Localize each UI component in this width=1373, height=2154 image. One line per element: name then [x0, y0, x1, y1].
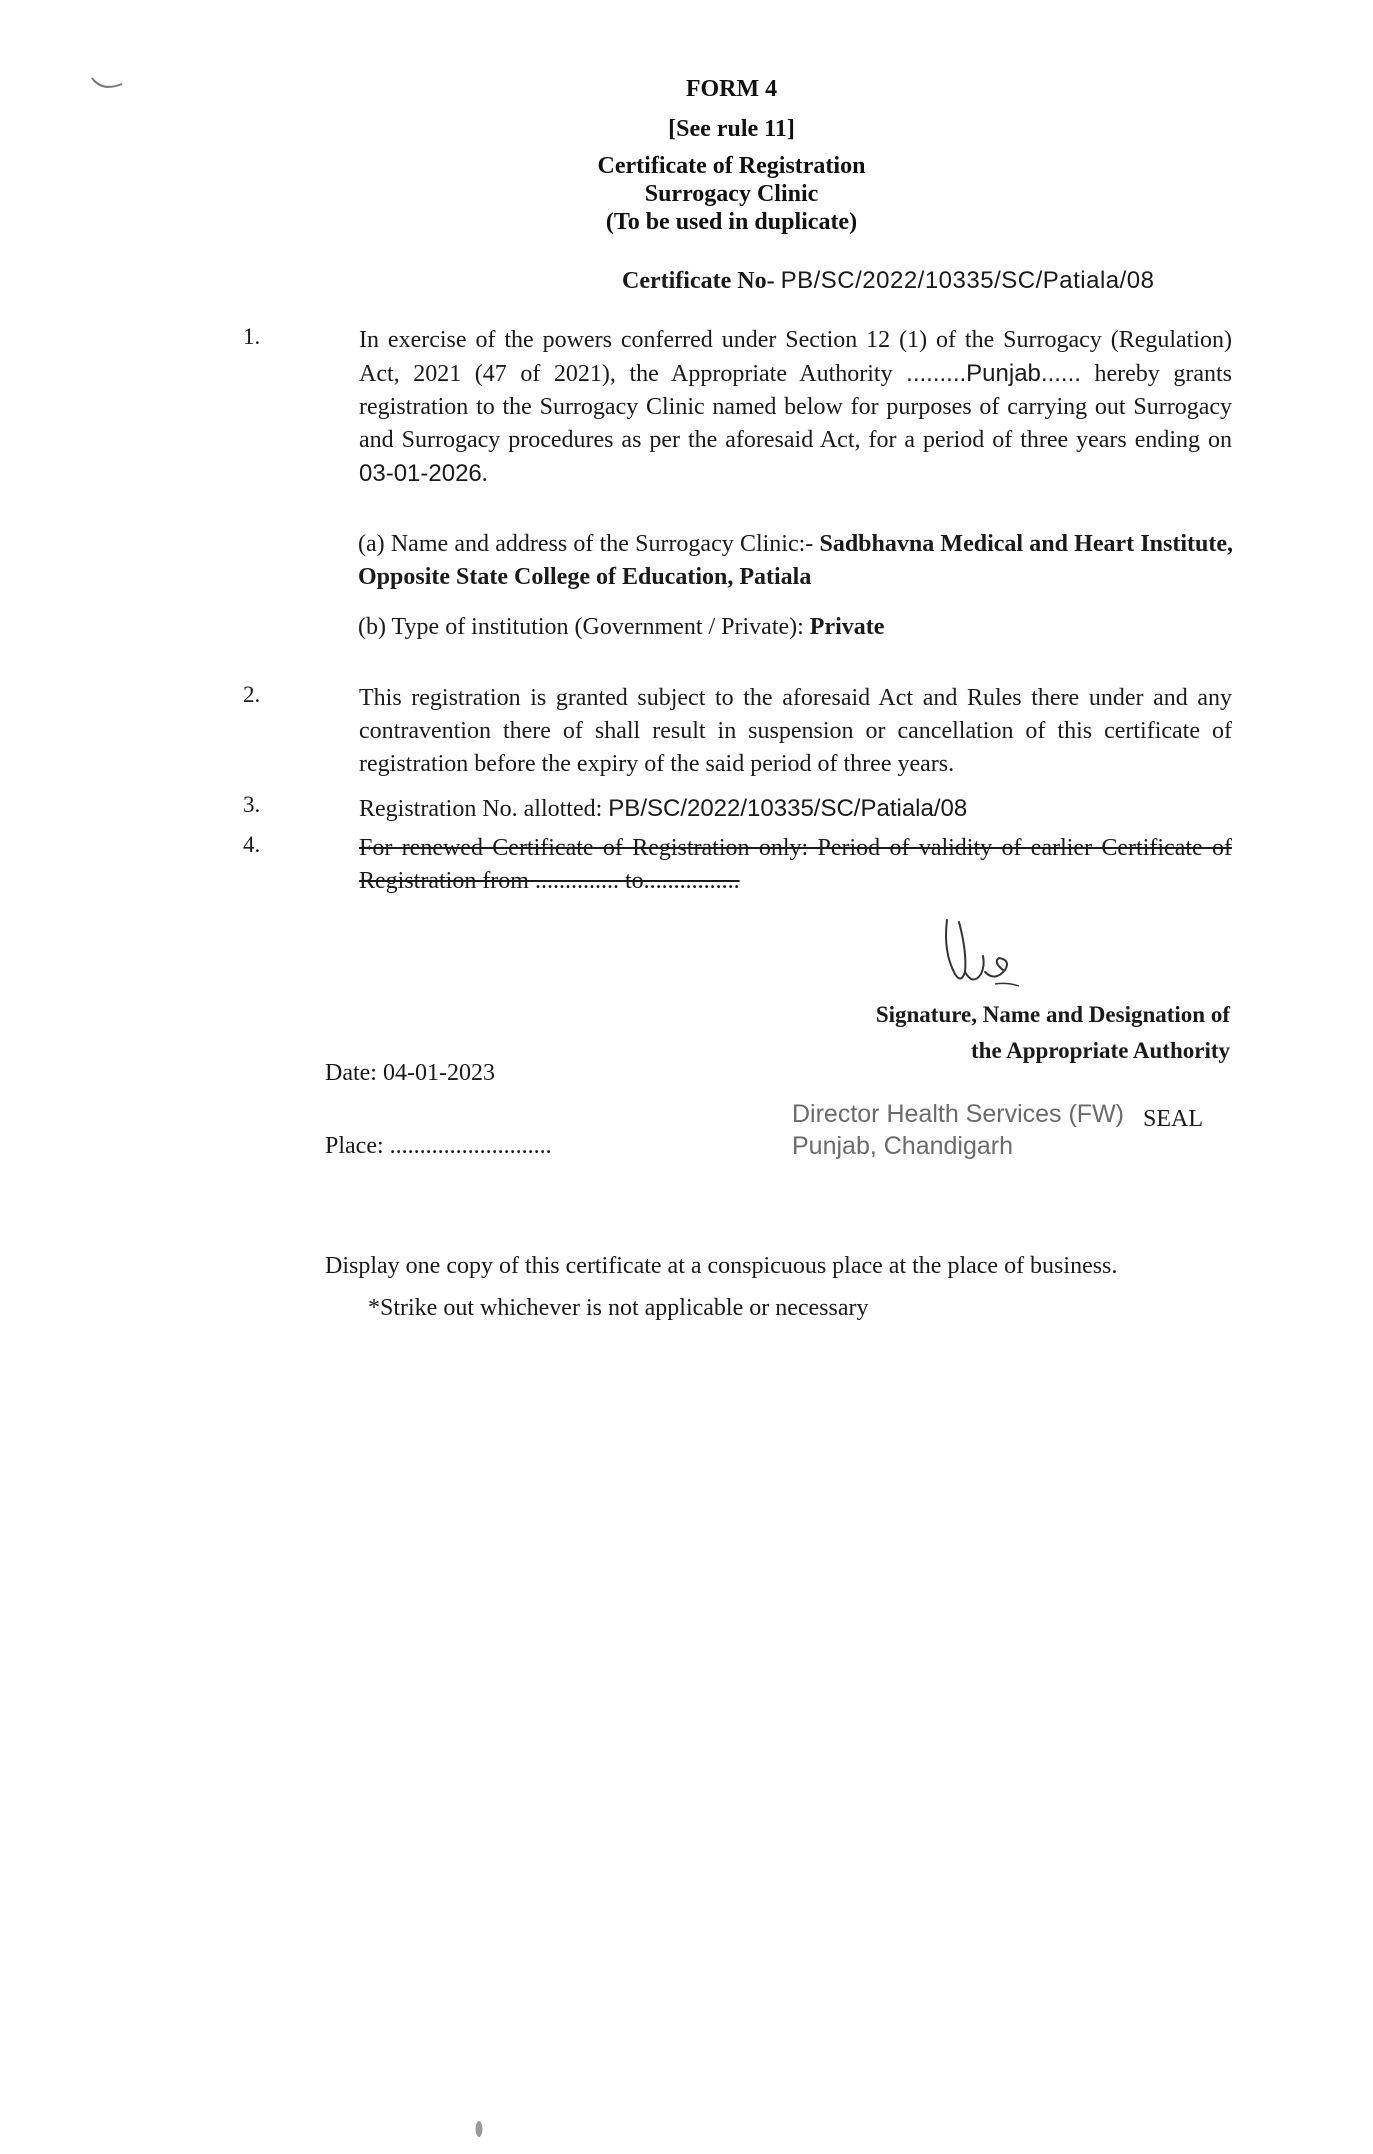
authority-name: .........Punjab...... [906, 360, 1081, 387]
signature-label-line-1: Signature, Name and Designation of [875, 1002, 1230, 1027]
registration-label: Registration No. allotted: [359, 796, 609, 822]
item-4-struck-text: For renewed Certificate of Registration only: Period of validity of earlier Certificate of Registration from .............. to................ [359, 835, 1232, 894]
validity-end-date: 03-01-2026 [359, 460, 482, 487]
item-1-number: 1. [243, 324, 261, 349]
issue-place: Place: ........................... [325, 1133, 552, 1159]
item-3-number: 3. [243, 792, 261, 817]
registration-number [359, 792, 1232, 826]
item-4-number: 4. [243, 832, 261, 857]
institution-type [358, 611, 1231, 644]
issue-date: Date: 04-01-2023 [325, 1060, 495, 1086]
item-1-end: . [481, 461, 488, 487]
handwritten-signature [935, 912, 1025, 992]
rule-reference: [See rule 11] [668, 116, 795, 142]
heading-line-3: (To be used in duplicate) [605, 209, 858, 235]
certificate-number: PB/SC/2022/10335/SC/Patiala/08 [780, 267, 1155, 294]
display-instruction: Display one copy of this certificate at a conspicuous place at the place of business. [325, 1253, 1118, 1279]
heading-line-2: Surrogacy Clinic [644, 181, 819, 207]
strike-out-note: *Strike out whichever is not applicable or necessary [368, 1295, 869, 1321]
certificate-heading [45, 152, 1373, 236]
certificate-number-line [622, 267, 1155, 295]
clinic-value: Sadbhavna Medical and Heart Institute, Opposite State College of Education, Patiala [358, 531, 1233, 590]
seal-label: SEAL [1143, 1106, 1203, 1132]
institution-value: Private [809, 614, 885, 640]
form-title: FORM 4 [685, 76, 778, 102]
item-1-text-a: In exercise of the powers conferred under Section 12 (1) of the Surrogacy (Regulation) Act, 2021 (47 of 2021), the Appropriate Authority [359, 327, 1232, 387]
clinic-name-address [358, 528, 1233, 594]
institution-label: (b) Type of institution (Government / Private): [358, 614, 810, 640]
item-1-text [359, 324, 1232, 491]
item-1-text-b: hereby grants registration to the Surrogacy Clinic named below for purposes of carrying out Surrogacy and Surrogacy procedures as per the aforesaid Act, for a period of three years ending on [359, 361, 1232, 453]
clinic-label: (a) Name and address of the Surrogacy Clinic:- [358, 531, 820, 557]
certificate-number-label: Certificate No- [622, 268, 775, 294]
scan-mark-bottom [472, 2118, 486, 2140]
signature-label-line-2: the Appropriate Authority [971, 1038, 1230, 1063]
authority-stamp [792, 1098, 1124, 1162]
item-2-text: This registration is granted subject to the aforesaid Act and Rules there under and any contravention there of shall result in suspension or cancellation of this certificate of registration before the expiry of the said period of three years. [359, 685, 1232, 777]
heading-line-1: Certificate of Registration [597, 153, 866, 179]
signature-designation-label [790, 997, 1230, 1069]
registration-value: PB/SC/2022/10335/SC/Patiala/08 [608, 795, 968, 822]
stamp-line-1: Director Health Services (FW) [792, 1100, 1124, 1128]
item-2-number: 2. [243, 682, 261, 707]
stamp-line-2: Punjab, Chandigarh [792, 1132, 1013, 1160]
